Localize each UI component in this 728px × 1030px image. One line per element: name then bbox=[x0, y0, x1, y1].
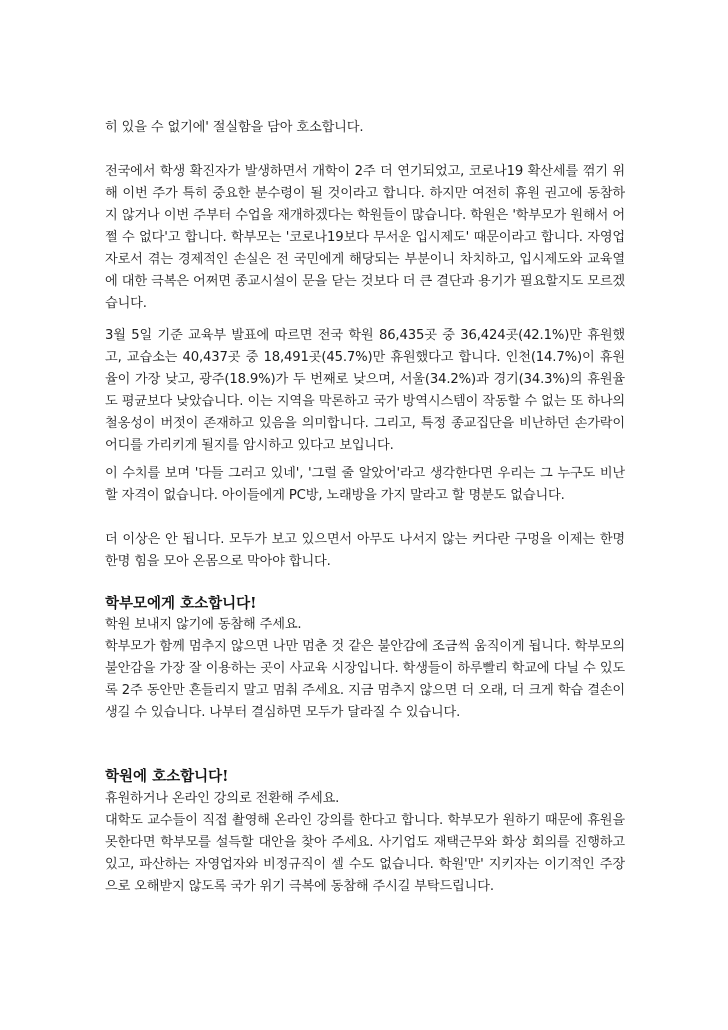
paragraph-academies-body: 대학도 교수들이 직접 촬영해 온라인 강의를 한다고 합니다. 학부모가 원하기 때문에 휴원을 못한다면 학부모를 설득할 대안을 찾아 주세요. 사기업도 재택근무와 화상 회의를 진행하고 있고, 파산하는 자영업자와 비정규직이 셀 수도 없습니다. 학원'만' 지키자는 이기적인 주장으로 오해받지 않도록 국가 위기 극복에 동참해 주시길 부탁드립니다. bbox=[105, 813, 625, 894]
paragraph-parents-body: 학부모가 함께 멈추지 않으면 나만 멈춘 것 같은 불안감에 조금씩 움직이게 됩니다. 학부모의 불안감을 가장 잘 이용하는 곳이 사교육 시장입니다. 학생들이 하루빨리 학교에 다닐 수 있도록 2주 동안만 흔들리지 말고 멈춰 주세요. 지금 멈추지 않으면 더 오래, 더 크게 학습 결손이 생길 수 있습니다. 나부터 결심하면 모두가 달라질 수 있습니다. bbox=[105, 639, 625, 720]
paragraph-parents-request: 학원 보내지 않기에 동참해 주세요. bbox=[105, 617, 302, 632]
heading-appeal-to-parents: 학부모에게 호소합니다! bbox=[105, 595, 257, 612]
paragraph-appeal-intro-end: 히 있을 수 없기에' 절실함을 담아 호소합니다. bbox=[105, 120, 364, 135]
paragraph-no-right-to-blame: 이 수치를 보며 '다들 그러고 있네', '그럴 줄 알았어'라고 생각한다면 우리는 그 누구도 비난할 자격이 없습니다. 아이들에게 PC방, 노래방을 가지 말라고 할 명분도 없습니다. bbox=[105, 466, 625, 503]
paragraph-academies-request: 휴원하거나 온라인 강의로 전환해 주세요. bbox=[105, 791, 340, 806]
paragraph-block-the-hole: 더 이상은 안 됩니다. 모두가 보고 있으면서 아무도 나서지 않는 커다란 구멍을 이제는 한명 한명 힘을 모아 온몸으로 막아야 합니다. bbox=[105, 532, 625, 569]
heading-appeal-to-academies: 학원에 호소합니다! bbox=[105, 768, 229, 785]
paragraph-academy-reopening: 전국에서 학생 확진자가 발생하면서 개학이 2주 더 연기되었고, 코로나19 확산세를 꺾기 위해 이번 주가 특히 중요한 분수령이 될 것이라고 합니다. 하지만 여전히 휴원 권고에 동참하지 않거나 이번 주부터 수업을 재개하겠다는 학원들이 많습니다. 학원은 '학부모가 원해서 어쩔 수 없다'고 합니다. 학부모는 '코로나19보다 무서운 입시제도' 때문이라고 합니다. 자영업자로서 겪는 경제적인 손실은 전 국민에게 해당되는 부분이니 차치하고, 입시제도와 교육열에 대한 극복은 어쩌면 종교시설이 문을 닫는 것보다 더 큰 결단과 용기가 필요할지도 모르겠습니다. bbox=[105, 164, 625, 311]
paragraph-closure-statistics: 3월 5일 기준 교육부 발표에 따르면 전국 학원 86,435곳 중 36,424곳(42.1%)만 휴원했고, 교습소는 40,437곳 중 18,491곳(45.7%)만 휴원했다고 합니다. 인천(14.7%)이 휴원율이 가장 낮고, 광주(18.9%)가 두 번째로 낮으며, 서울(34.2%)과 경기(34.3%)의 휴원율도 평균보다 낮았습니다. 이는 지역을 막론하고 국가 방역시스템이 작동할 수 없는 또 하나의 철옹성이 버젓이 존재하고 있음을 의미합니다. 그리고, 특정 종교집단을 비난하던 손가락이 어디를 가리키게 될지를 암시하고 있다고 보입니다. bbox=[105, 328, 625, 453]
